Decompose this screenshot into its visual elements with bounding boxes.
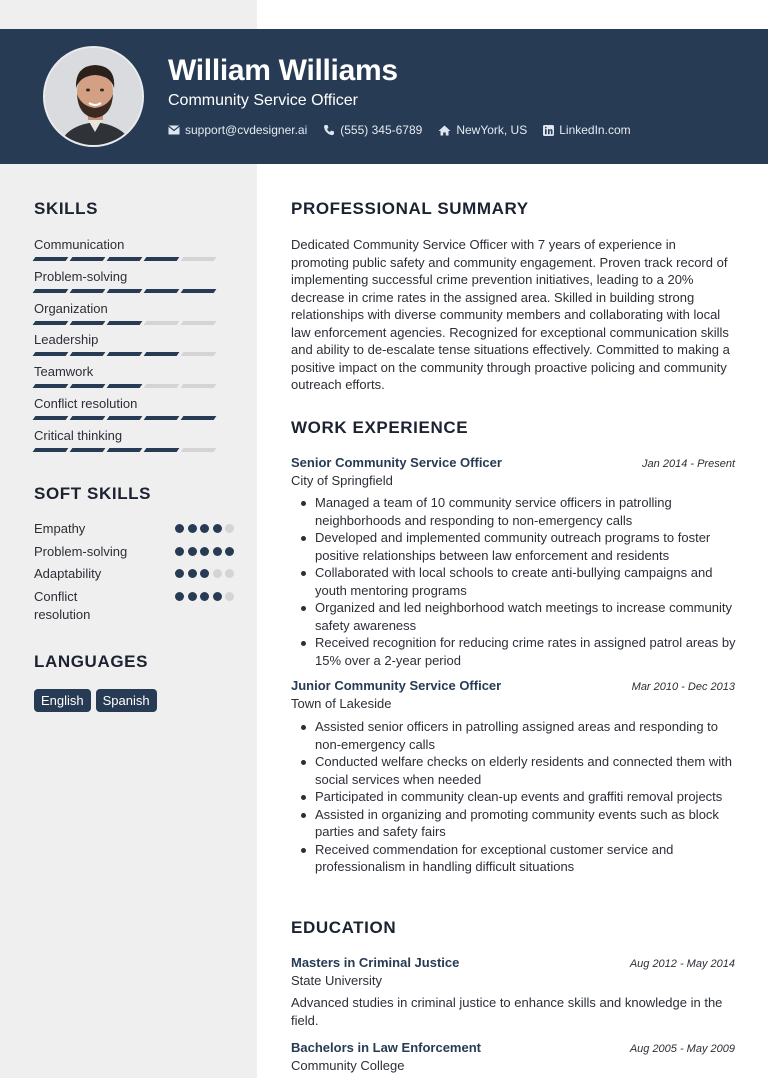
soft-skill-item bbox=[34, 520, 234, 543]
skill-segment-filled bbox=[33, 289, 69, 293]
skill-segment-filled bbox=[33, 384, 69, 388]
rating-dot-filled bbox=[225, 547, 234, 556]
job-bullets bbox=[291, 494, 737, 669]
skill-level-bar bbox=[34, 384, 224, 388]
job-date: Mar 2010 - Dec 2013 bbox=[631, 681, 735, 693]
languages-heading: LANGUAGES bbox=[34, 652, 149, 671]
skill-label: Leadership bbox=[34, 332, 99, 348]
skill-label: Communication bbox=[34, 237, 125, 252]
rating-dot-filled bbox=[213, 547, 222, 556]
skill-segment-filled bbox=[107, 289, 143, 293]
skill-item bbox=[34, 331, 224, 363]
skill-segment-filled bbox=[181, 416, 217, 420]
skill-segment-filled bbox=[70, 289, 106, 293]
skill-segment-filled bbox=[33, 352, 69, 356]
job-bullet: Participated in community clean-up events and graffiti removal projects bbox=[291, 788, 737, 806]
skill-segment-filled bbox=[107, 352, 143, 356]
soft-skill-item bbox=[34, 588, 234, 624]
rating-dot-filled bbox=[213, 592, 222, 601]
skill-segment-filled bbox=[144, 257, 180, 261]
skill-segment-filled bbox=[33, 448, 69, 452]
language-tag: English bbox=[34, 689, 91, 712]
skills-list bbox=[34, 236, 224, 459]
skill-level-bar bbox=[34, 321, 224, 325]
skill-segment-filled bbox=[70, 448, 106, 452]
candidate-name: William Williams bbox=[168, 54, 398, 87]
contact-location-text: NewYork, US bbox=[456, 123, 528, 137]
rating-dot-empty bbox=[213, 569, 222, 578]
skill-label: Organization bbox=[34, 300, 108, 316]
contact-email[interactable] bbox=[168, 123, 307, 137]
skill-segment-empty bbox=[181, 257, 217, 261]
skill-level-bar bbox=[34, 448, 224, 452]
skill-segment-filled bbox=[33, 257, 69, 261]
skill-segment-filled bbox=[70, 257, 106, 261]
skill-segment-filled bbox=[107, 321, 143, 325]
job-bullets bbox=[291, 718, 737, 876]
phone-icon bbox=[323, 124, 335, 136]
education-school: Community College bbox=[291, 1058, 405, 1073]
skill-item bbox=[34, 427, 224, 459]
skill-segment-empty bbox=[181, 352, 217, 356]
soft-skill-label: Conflict resolution bbox=[34, 588, 91, 622]
education-heading: EDUCATION bbox=[291, 918, 397, 937]
soft-skill-item bbox=[34, 543, 234, 566]
languages-list bbox=[34, 689, 162, 712]
skill-level-bar bbox=[34, 257, 224, 261]
contact-phone-text: (555) 345-6789 bbox=[340, 123, 423, 137]
education-description: Advanced studies in criminal justice to enhance skills and knowledge in the field. bbox=[291, 995, 723, 1028]
rating-dot-empty bbox=[225, 569, 234, 578]
contact-location[interactable] bbox=[438, 123, 527, 137]
skill-segment-empty bbox=[181, 321, 217, 325]
linkedin-icon bbox=[543, 125, 554, 136]
rating-dot-filled bbox=[188, 547, 197, 556]
skill-label: Critical thinking bbox=[34, 427, 123, 443]
education-date: Aug 2005 - May 2009 bbox=[629, 1043, 735, 1055]
rating-dot-empty bbox=[225, 592, 234, 601]
contact-linkedin[interactable] bbox=[543, 123, 630, 137]
skill-segment-filled bbox=[144, 448, 180, 452]
job-bullet: Assisted in organizing and promoting community events such as block parties and safety fairs bbox=[291, 806, 737, 841]
education-degree: Masters in Criminal Justice bbox=[291, 955, 460, 970]
skill-level-bar bbox=[34, 416, 224, 420]
contact-phone[interactable] bbox=[323, 123, 422, 137]
skill-segment-filled bbox=[107, 257, 143, 261]
skill-segment-empty bbox=[144, 384, 180, 388]
soft-skill-rating bbox=[172, 569, 235, 578]
skill-item bbox=[34, 363, 224, 395]
job-header bbox=[291, 455, 735, 470]
home-icon bbox=[438, 125, 451, 136]
skill-item bbox=[34, 395, 224, 427]
skill-segment-filled bbox=[144, 289, 180, 293]
contact-email-text: support@cvdesigner.ai bbox=[185, 123, 308, 137]
rating-dot-filled bbox=[200, 592, 209, 601]
education-school: State University bbox=[291, 973, 383, 988]
rating-dot-filled bbox=[200, 569, 209, 578]
skill-segment-filled bbox=[33, 321, 69, 325]
soft-skill-label: Adaptability bbox=[34, 566, 102, 581]
rating-dot-empty bbox=[225, 524, 234, 533]
rating-dot-filled bbox=[175, 592, 184, 601]
job-bullet: Received recognition for reducing crime rates in assigned patrol areas by 15% over a 2-year period bbox=[291, 634, 737, 669]
contact-bar bbox=[168, 123, 647, 137]
rating-dot-filled bbox=[200, 547, 209, 556]
job-organization: City of Springfield bbox=[291, 473, 393, 488]
skill-segment-filled bbox=[70, 384, 106, 388]
skill-segment-filled bbox=[70, 321, 106, 325]
skill-level-bar bbox=[34, 289, 224, 293]
rating-dot-filled bbox=[175, 547, 184, 556]
skill-segment-filled bbox=[107, 416, 143, 420]
skill-segment-filled bbox=[144, 352, 180, 356]
envelope-icon bbox=[168, 125, 180, 135]
soft-skills-heading: SOFT SKILLS bbox=[34, 484, 152, 503]
skill-segment-filled bbox=[144, 416, 180, 420]
education-header bbox=[291, 1040, 735, 1055]
skills-heading: SKILLS bbox=[34, 199, 99, 218]
skill-segment-filled bbox=[107, 448, 143, 452]
contact-linkedin-text: LinkedIn.com bbox=[559, 123, 631, 137]
education-date: Aug 2012 - May 2014 bbox=[629, 958, 735, 970]
job-bullet: Developed and implemented community outreach programs to foster positive relationships between law enforcement and residents bbox=[291, 529, 737, 564]
skill-segment-filled bbox=[70, 416, 106, 420]
job-role: Senior Community Service Officer bbox=[291, 455, 502, 470]
education-header bbox=[291, 955, 735, 970]
rating-dot-filled bbox=[175, 524, 184, 533]
skill-label: Problem-solving bbox=[34, 268, 128, 284]
rating-dot-filled bbox=[188, 592, 197, 601]
job-bullet: Assisted senior officers in patrolling assigned areas and responding to non-emergency calls bbox=[291, 718, 737, 753]
language-tag: Spanish bbox=[96, 689, 157, 712]
skill-item bbox=[34, 236, 224, 268]
skill-segment-filled bbox=[70, 352, 106, 356]
job-bullet: Organized and led neighborhood watch meetings to increase community safety awareness bbox=[291, 599, 737, 634]
experience-heading: WORK EXPERIENCE bbox=[291, 418, 469, 437]
soft-skill-rating bbox=[172, 547, 235, 556]
soft-skill-rating bbox=[172, 524, 235, 533]
rating-dot-filled bbox=[200, 524, 209, 533]
skill-segment-empty bbox=[144, 321, 180, 325]
avatar-portrait-icon bbox=[45, 48, 144, 147]
skill-segment-filled bbox=[181, 289, 217, 293]
skill-segment-empty bbox=[181, 448, 217, 452]
summary-heading: PROFESSIONAL SUMMARY bbox=[291, 199, 529, 218]
job-bullet: Managed a team of 10 community service officers in patrolling neighborhoods and responding to non-emergency calls bbox=[291, 494, 737, 529]
soft-skills-list bbox=[34, 520, 234, 624]
skill-item bbox=[34, 268, 224, 300]
job-role: Junior Community Service Officer bbox=[291, 678, 502, 693]
rating-dot-filled bbox=[188, 524, 197, 533]
skill-segment-empty bbox=[181, 384, 217, 388]
job-organization: Town of Lakeside bbox=[291, 696, 392, 711]
skill-label: Conflict resolution bbox=[34, 395, 138, 411]
soft-skill-item bbox=[34, 565, 234, 588]
soft-skill-rating bbox=[172, 592, 235, 601]
education-degree: Bachelors in Law Enforcement bbox=[291, 1040, 481, 1055]
rating-dot-filled bbox=[188, 569, 197, 578]
job-date: Jan 2014 - Present bbox=[642, 458, 735, 470]
soft-skill-label: Problem-solving bbox=[34, 543, 128, 559]
rating-dot-filled bbox=[213, 524, 222, 533]
skill-item bbox=[34, 300, 224, 332]
job-bullet: Conducted welfare checks on elderly residents and connected them with social services when needed bbox=[291, 753, 737, 788]
soft-skill-label: Empathy bbox=[34, 521, 86, 536]
avatar bbox=[43, 46, 144, 147]
job-bullet: Collaborated with local schools to create anti-bullying campaigns and youth mentoring programs bbox=[291, 564, 737, 599]
summary-text: Dedicated Community Service Officer with 7 years of experience in promoting public safety and community engagement. Proven track record of implementing successful crime prevention initiatives, leading to a 20% decrease in crime rates in the assigned area. Skilled in building strong relationships with diverse community members and collaborating with local law enforcement agencies. Recognized for exceptional communication skills and ability to de-escalate tense situations effectively. Committed to making a positive impact on the community through proactive policing and community outreach efforts. bbox=[291, 237, 730, 392]
candidate-title: Community Service Officer bbox=[168, 92, 358, 109]
job-header bbox=[291, 678, 735, 693]
rating-dot-filled bbox=[175, 569, 184, 578]
skill-segment-filled bbox=[33, 416, 69, 420]
skill-segment-filled bbox=[107, 384, 143, 388]
skill-label: Teamwork bbox=[34, 364, 94, 380]
skill-level-bar bbox=[34, 352, 224, 356]
job-bullet: Received commendation for exceptional customer service and professionalism in handling difficult situations bbox=[291, 841, 737, 876]
